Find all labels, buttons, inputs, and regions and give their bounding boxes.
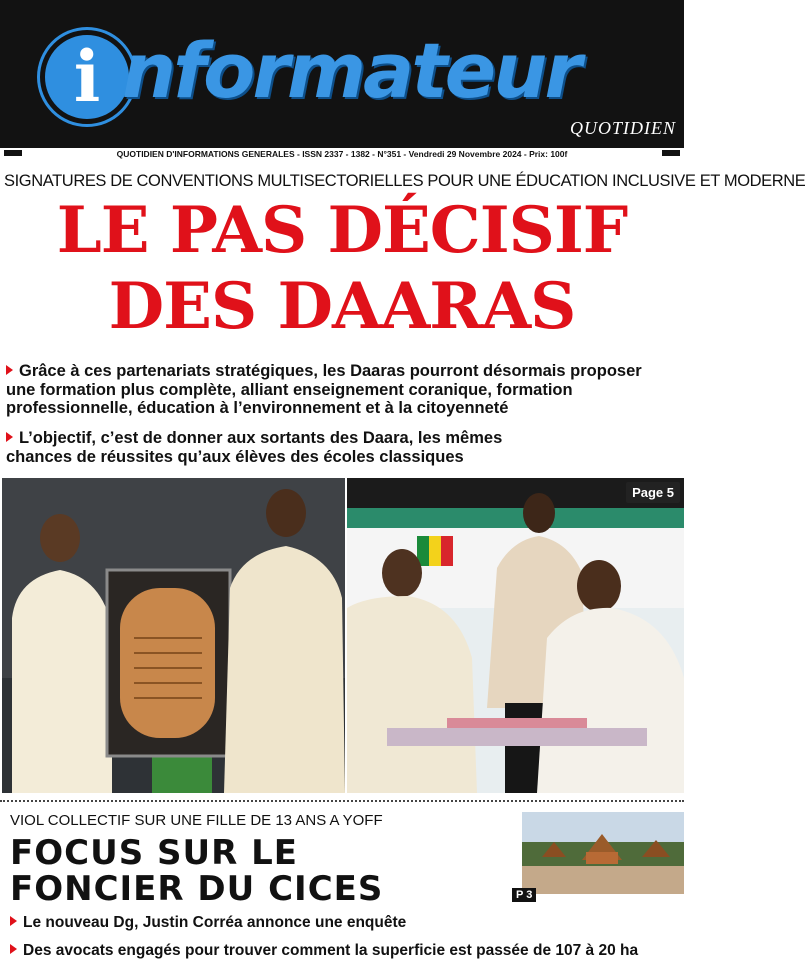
logo-i-circle <box>40 30 134 124</box>
newspaper-subtitle: QUOTIDIEN <box>570 118 676 138</box>
page-ref-badge: P 3 <box>512 888 536 902</box>
page-ref-badge: Page 5 <box>626 482 680 503</box>
second-bullet-2 <box>10 942 638 960</box>
bullet-text: Le nouveau Dg, Justin Corréa annonce une enquête <box>23 914 407 931</box>
bullet-arrow-icon <box>10 916 17 926</box>
bullet-text: Grâce à ces partenariats stratégiques, les Daaras pourront désormais proposer <box>19 362 642 380</box>
lead-photo-signing <box>347 478 684 793</box>
bullet-text: Des avocats engagés pour trouver comment la superficie est passée de 107 à 20 ha <box>23 942 639 959</box>
second-bullet-1 <box>10 914 406 932</box>
bullet-text: professionnelle, éducation à l’environnement et à la citoyenneté <box>6 399 509 417</box>
bullet-text: L’objectif, c’est de donner aux sortants des Daara, les mêmes <box>19 429 503 447</box>
bullet-arrow-icon <box>6 432 13 442</box>
lead-kicker: SIGNATURES DE CONVENTIONS MULTISECTORIELLES POUR UNE ÉDUCATION INCLUSIVE ET MODERNE <box>4 172 805 190</box>
section-divider <box>0 800 684 802</box>
cices-photo <box>522 812 684 894</box>
lead-headline-line2: DES DAARAS <box>108 269 576 344</box>
bullet-arrow-icon <box>10 944 17 954</box>
lead-bullet-1 <box>6 362 686 418</box>
second-headline-line2: FONCIER DU CICES <box>10 869 384 909</box>
bullet-text: une formation plus complète, alliant enseignement coranique, formation <box>6 380 573 399</box>
logo-letter: i <box>73 35 101 118</box>
bullet-arrow-icon <box>6 365 13 375</box>
newspaper-title: nformateur <box>122 26 579 115</box>
bullet-text: chances de réussites qu’aux élèves des écoles classiques <box>6 447 464 466</box>
masthead <box>0 0 684 148</box>
lead-photo-award <box>2 478 345 793</box>
lead-bullet-2 <box>6 429 686 466</box>
second-headline-line1: FOCUS SUR LE <box>10 833 299 873</box>
issue-info-line: QUOTIDIEN D'INFORMATIONS GENERALES - ISSN 2337 - 1382 - N°351 - Vendredi 29 Novembre 2024 - Prix: 100f <box>116 149 568 159</box>
second-kicker: VIOL COLLECTIF SUR UNE FILLE DE 13 ANS A YOFF <box>10 812 383 829</box>
lead-headline-line1: LE PAS DÉCISIF <box>56 193 628 268</box>
